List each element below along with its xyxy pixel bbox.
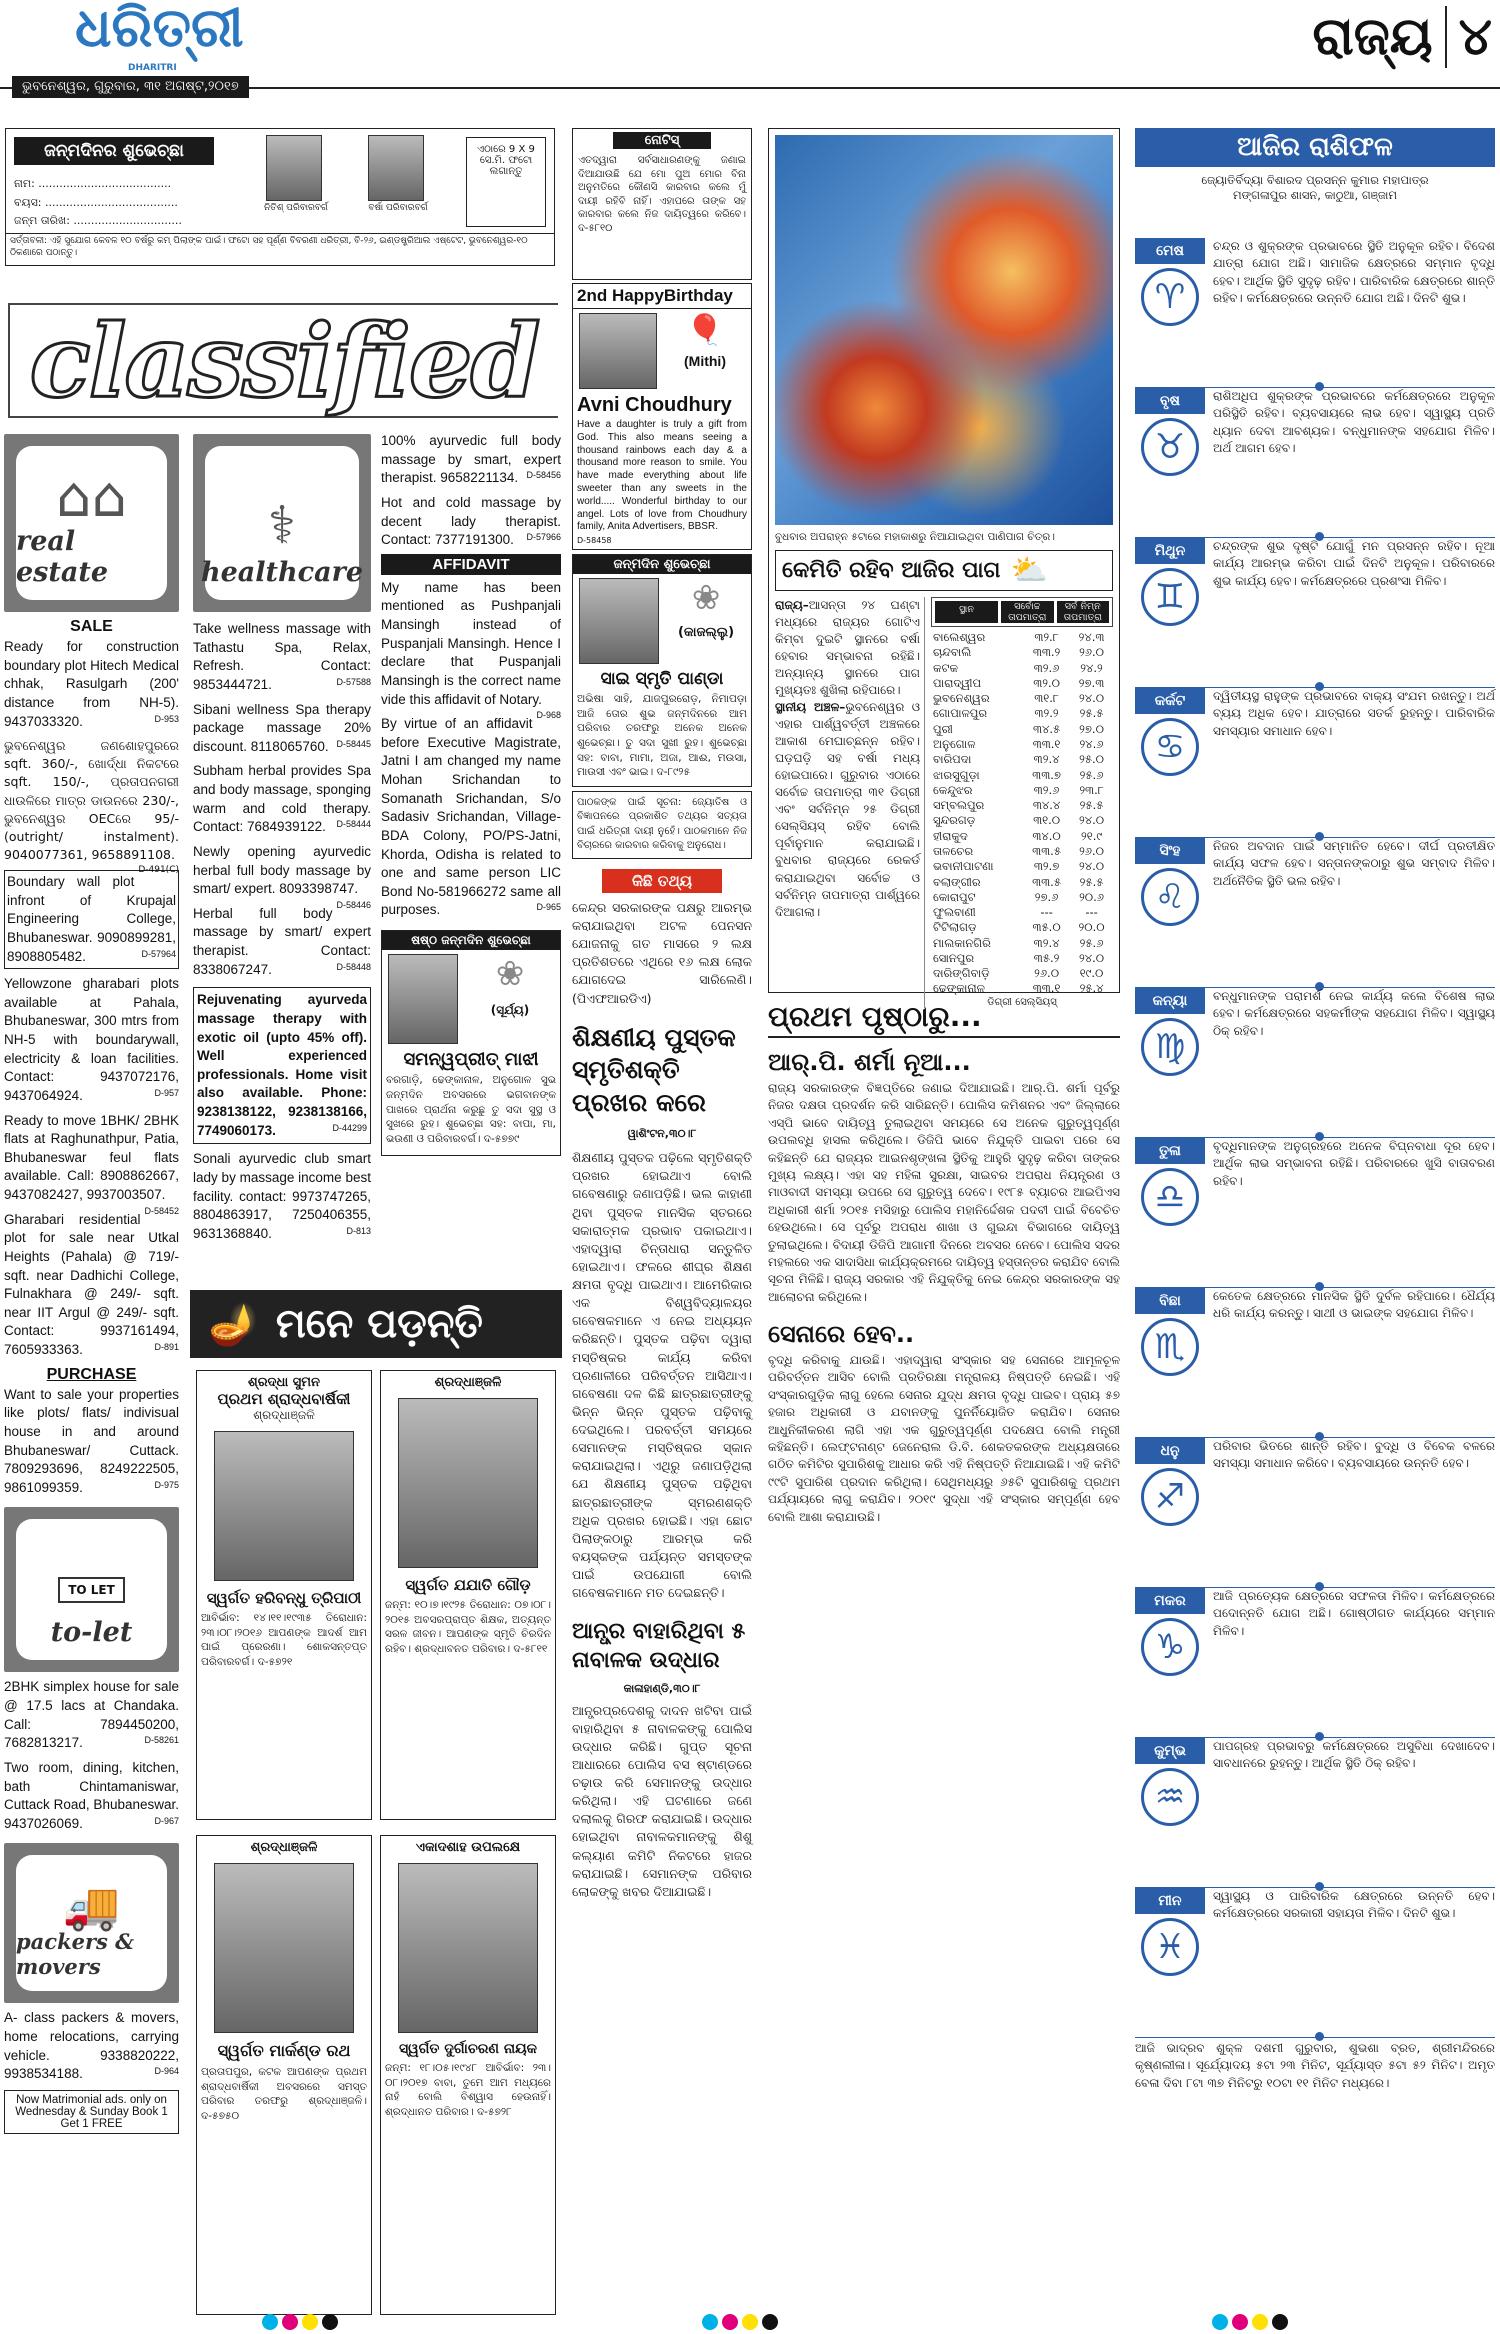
- temperature-row: [931, 875, 1113, 890]
- place: ସୋନପୁର: [933, 950, 975, 965]
- sign-name: ତୁଳା: [1135, 1138, 1205, 1164]
- place: ଦାରିଙ୍ଗିବାଡ଼ି: [933, 966, 990, 981]
- max-temp: ୩୨.୮: [1034, 630, 1059, 644]
- horoscope-scorpio: [1135, 1288, 1495, 1440]
- place: ଢେଙ୍କାନାଳ: [933, 981, 985, 996]
- form-footer: ସର୍ତ୍ତାବଳୀ: ଏହି ସୁଯୋଗ କେବଳ ୧୦ ବର୍ଷରୁ କମ୍ ପିଲାଙ୍କ ପାଇଁ। ଫଟୋ ସହ ପୂର୍ଣ୍ଣ ବିବରଣୀ ଧରିତ୍ରୀ, ବି-୨୬, ଇଣ୍ଡଷ୍ଟ୍ରିଆଲ ଏଷ୍ଟେଟ, ଭୁବନେଶ୍ୱର-୧୦ ଠିକଣାରେ ପଠାନ୍ତୁ।: [6, 233, 554, 265]
- article-headline: ଶିକ୍ଷଣୀୟ ପୁସ୍ତକ ସ୍ମୃତିଶକ୍ତି ପ୍ରଖର କରେ: [572, 1022, 736, 1117]
- max-temp: ୩୨.୨: [1034, 706, 1059, 721]
- max-temp: ୩୨.୦: [1033, 675, 1060, 690]
- real-estate-graphic: ⌂⌂ real estate: [4, 434, 179, 612]
- temperature-row: [931, 691, 1113, 706]
- classified-ad: By virtue of an affidavit before Executive Magistrate, Jatni I am changed my name Mohan Srichandan to Somanath Srichandan, S/o Sadasiv Srichandan, Village-BDA Colony, PO/PS-Jatni, Khorda, Odisha is related to one and same person LIC Bond No-581966272 same all purposes. D-965: [381, 716, 561, 918]
- temperature-row: [931, 905, 1113, 920]
- min-temp: ୨୪.୦: [1078, 813, 1105, 828]
- story-minors: ଆନ୍ଧ୍ର ବାହାରିଥିବା ୫ ନାବାଳକ ଉଦ୍ଧାର କାଳାହାଣ୍ଡି,୩୦।୮ ଆନ୍ଧ୍ରପ୍ରଦେଶକୁ ଦାଦନ ଖଟିବା ପାଇଁ ବାହାରିଥିବା ୫ ନାବାଳକଙ୍କୁ ପୋଲିସ ଉଦ୍ଧାର କରିଛି। ଗୁପ୍ତ ସୂଚନା ଆଧାରରେ ପୋଲିସ ବସ ଷ୍ଟାଣ୍ଡରେ ଚଢ଼ାଉ କରି ସେମାନଙ୍କୁ ଉଦ୍ଧାର କରିଥିଲା। ଏହି ଘଟଣାରେ ଜଣେ ଦଲାଲକୁ ଗିରଫ କରାଯାଇଛି। ଉଦ୍ଧାର ହୋଇଥିବା ନାବାଳକମାନଙ୍କୁ ଶିଶୁ କଲ୍ୟାଣ କମିଟି ନିକଟରେ ହାଜର କରାଯାଇଛି। ସେମାନଙ୍କ ପରିବାର ଲୋକଙ୍କୁ ଖବର ଦିଆଯାଇଛି।: [572, 1619, 752, 1899]
- max-temp: ୨୬.୦: [1034, 966, 1060, 981]
- temperature-row: [931, 844, 1113, 859]
- min-temp: ୨୬.୦: [1079, 843, 1104, 858]
- remembrance-title: ମନେ ପଡ଼ନ୍ତି: [275, 1301, 483, 1347]
- classified-ad: Hot and cold massage by decent lady therapist. Contact: 7377191300. D-57966: [381, 494, 561, 548]
- child-photo: [579, 313, 657, 389]
- photo-placeholder: ଏଠାରେ 9 X 9 ସେ.ମି. ଫଟୋ ଲଗାନ୍ତୁ: [466, 137, 546, 227]
- classified-ad: Ready to move 1BHK/ 2BHK flats at Raghunathpur, Patia, Bhubaneswar feul flats available. Call: 8908862667, 9437082427, 9937003507. D-58452: [4, 1112, 179, 1216]
- max-temp: ୩୩.୫: [1032, 874, 1062, 889]
- min-temp: ୨୪.୬: [1079, 736, 1104, 751]
- min-temp: ୨୫.୬: [1079, 767, 1104, 782]
- temperature-row: [931, 645, 1113, 660]
- horoscope-pisces: [1135, 1888, 1495, 2040]
- sign-text: ବୃଦ୍ଧିମାନଙ୍କ ଅନୁଗ୍ରହରେ ଅନେକ ବିଘ୍ନବାଧା ଦୂର ହେବ। ଆର୍ଥିକ ଲାଭ ସମ୍ଭାବନା ରହିଛି। ପରିବାରରେ ଖୁସି ବାତାବରଣ ରହିବ।: [1213, 1139, 1495, 1188]
- second-birthday-ad: 2nd HappyBirthday 🎈 (Mithi) Avni Choudhury Have a daughter is truly a gift from God. This also means seeing a thousand rainbows each day & a thousand more reason to smile. You have made everything about life sweeter than any sweets in the world..... Wonderful birthday to our angel. Lots of love from Choudhury family, Anita Advertisers, BBSR. D-58458: [572, 283, 752, 550]
- sign-text: ଚନ୍ଦ୍ର ଓ ଶୁକ୍ରଙ୍କ ପ୍ରଭାବରେ ସ୍ଥିତି ଅନୁକୂଳ ରହିବ। ବିଦେଶ ଯାତ୍ରା ଯୋଗ ଅଛି। ସାମାଜିକ କ୍ଷେତ୍ରରେ ସମ୍ମାନ ବୃଦ୍ଧି ହେବ। ଆର୍ଥିକ ସ୍ଥିତି ସୁଦୃଢ଼ ରହିବ। ପାରିବାରିକ କ୍ଷେତ୍ରରେ ଶାନ୍ତି ରହିବ। କର୍ମକ୍ଷେତ୍ରରେ ଉନ୍ନତି ଯୋଗ ଅଛି। ଦିନଟି ଶୁଭ।: [1213, 239, 1495, 306]
- page-number: ୪: [1445, 6, 1492, 68]
- horoscope-capricorn: [1135, 1588, 1495, 1740]
- age-field[interactable]: ବୟସ: ......................................: [14, 195, 178, 209]
- classified-ad: Two room, dining, kitchen, bath Chintamaniswar, Cuttack Road, Bhubaneswar. 9437026069. D-967: [4, 1759, 179, 1831]
- kid-photo: [368, 135, 424, 201]
- col-birthdays: [572, 283, 752, 1901]
- temperature-row: [931, 981, 1113, 996]
- col-healthcare: [193, 434, 371, 1243]
- temperature-table: ସ୍ଥାନ ସର୍ବୋଚ୍ଚ ତାପମାତ୍ରା ସର୍ବ ନିମ୍ନ ତାପମାତ୍ରା ବାଲେଶ୍ୱର ୩୨.୮ ୨୪.୩ ଚାନ୍ଦବାଲି ୩୩.୨ ୨୬.୦ କଟକ ୩୨.୬ ୨୪.୨ ପାରାଦ୍ୱୀପ ୩୨.୦ ୨୭.୩ ଭୁବନେଶ୍ୱର ୩୧.୮ ୨୪.୦ ଗୋପାଳପୁର ୩୨.୨ ୨୫.୫ ପୁରୀ ୩୪.୫ ୨୭.୦ ଅନୁଗୋଳ ୩୩.୧ ୨୪.୬ ବାରିପଦା ୩୨.୪ ୨୫.୦ ଝାରସୁଗୁଡ଼ା ୩୩.୭ ୨୫.୬ କେନ୍ଦୁଝର ୩୨.୬ ୨୩.୮ ସମ୍ବଲପୁର ୩୪.୪ ୨୫.୫ ସୁନ୍ଦରଗଡ଼ ୩୧.୦ ୨୪.୦ ହୀରାକୁଦ ୩୪.୦ ୨୧.୯ ତାଳଚେର ୩୩.୫ ୨୬.୦ ଭବାନୀପାଟଣା ୩୨.୭ ୨୪.୦ ବଲାଙ୍ଗୀର ୩୩.୫ ୨୫.୫ କୋରାପୁଟ ୨୭.୬ ୨୦.୬ ଫୁଲବାଣୀ --- --- ଟିଟିଲାଗଡ଼ ୩୫.୦ ୨୦.୦ ମାଲକାନଗିରି ୩୨.୪ ୨୫.୬ ସୋନପୁର ୩୫.୨ ୨୪.୦ ଦାରିଙ୍ଗିବାଡ଼ି ୨୬.୦ ୧୯.୦ ଢେଙ୍କାନାଳ ୩୩.୧ ୨୫.୪ ଡିଗ୍ରୀ ସେଲ୍‌ସିୟସ୍: [931, 597, 1113, 1008]
- min-temp: ୨୧.୯: [1080, 828, 1103, 843]
- min-temp: ୨୫.୦: [1079, 752, 1104, 767]
- reader-note: ପାଠକଙ୍କ ପାଇଁ ସୂଚନା: ଜ୍ୟୋତିଷ ଓ ବିଜ୍ଞାପନରେ ପ୍ରକାଶିତ ତଥ୍ୟର ସତ୍ୟତା ପାଇଁ ଧରିତ୍ରୀ ଦାୟୀ ନୁହେଁ। ପାଠକମାନେ ନିଜ ବିଚାରରେ କାରବାର କରିବାକୁ ଅନୁରୋଧ।: [572, 791, 752, 859]
- sign-name: ମିଥୁନ: [1135, 538, 1205, 564]
- min-temp: ୨୫.୫: [1079, 798, 1104, 813]
- max-temp: ୩୩.୧: [1032, 736, 1061, 751]
- place: ବଲାଙ୍ଗୀର: [933, 874, 981, 889]
- place: ଟିଟିଲାଗଡ଼: [933, 920, 977, 935]
- obituary: ଶ୍ରଦ୍ଧା ସୁମନ ପ୍ରଥମ ଶ୍ରାଦ୍ଧବାର୍ଷିକୀ ଶ୍ରଦ୍ଧାଞ୍ଜଳି ସ୍ୱର୍ଗତ ହରିବନ୍ଧୁ ତ୍ରିପାଠୀ ଆବିର୍ଭାବ: ୧୪।୧୧।୧୯୩୫ ତିରୋଧାନ: ୨୩।୦୮।୨୦୧୬ ଆପଣଙ୍କ ଆଦର୍ଶ ଆମ ପାଇଁ ପ୍ରେରଣା। ଶୋକସନ୍ତପ୍ତ ପରିବାରବର୍ଗ। ଦ-୫୭୨୧: [196, 1370, 372, 1820]
- obituary: ଏକାଦଶାହ ଉପଲକ୍ଷେ ସ୍ୱର୍ଗତ ଦୁର୍ଗାଚରଣ ନାୟକ ଜନ୍ମ: ୧୮।୦୫।୧୯୪୮ ଆବିର୍ଭାବ: ୨୩।୦୮।୨୦୧୭ ବାବା, ତୁମେ ଆମ ମଧ୍ୟରେ ନାହଁ ବୋଲି ବିଶ୍ୱାସ ହେଉନାହିଁ। ଶ୍ରଦ୍ଧାନତ ପରିବାର। ଦ-୫୭୨୮: [380, 1835, 556, 2315]
- sign-text: ଆଜି ପ୍ରତ୍ୟେକ କ୍ଷେତ୍ରରେ ସଫଳତା ମିଳିବ। କର୍ମକ୍ଷେତ୍ରରେ ପଦୋନ୍ନତି ଯୋଗ ଅଛି। ଗୋଷ୍ଠୀଗତ କାର୍ଯ୍ୟରେ ସମ୍ମାନ ମିଳିବ।: [1213, 1589, 1495, 1638]
- horoscope-libra: [1135, 1138, 1495, 1290]
- classified-ad: Sibani wellness Spa therapy package massage 20% discount. 8118065760. D-58445: [193, 701, 371, 754]
- temperature-row: [931, 936, 1113, 951]
- horoscope-aries: [1135, 238, 1495, 390]
- sign-name: କର୍କଟ: [1135, 688, 1205, 714]
- matrimonial-promo: Now Matrimonial ads. only on Wednesday & Sunday Book 1 Get 1 FREE: [4, 2090, 179, 2134]
- section-title: ରାଜ୍ୟ: [1312, 7, 1433, 67]
- classified-logo: classified: [8, 303, 558, 418]
- aries-icon: ♈: [1141, 268, 1199, 326]
- min-temp: ୨୪.୩: [1078, 630, 1105, 644]
- temperature-row: [931, 661, 1113, 676]
- min-temp: ୨୪.୦: [1078, 950, 1105, 965]
- to-let-sign-icon: TO LET: [58, 1577, 125, 1603]
- min-temp: ୨୭.୩: [1078, 675, 1105, 690]
- max-temp: ୩୨.୭: [1033, 859, 1060, 874]
- birthday-form: [5, 128, 555, 266]
- remembrance-section: [190, 1290, 562, 2322]
- temperature-row: [931, 798, 1113, 813]
- place: ଫୁଲବାଣୀ: [933, 905, 976, 920]
- registration-marks: [260, 2314, 340, 2334]
- sign-name: ମୀନ: [1135, 1888, 1205, 1914]
- lamp-icon: 🪔: [208, 1301, 258, 1348]
- place: ଗୋପାଳପୁର: [933, 706, 988, 721]
- horoscope-leo: [1135, 838, 1495, 990]
- temperature-row: [931, 890, 1113, 905]
- min-temp: ୨୦.୬: [1079, 889, 1104, 904]
- story-headline: ଆର୍.ପି. ଶର୍ମା ନୂଆ...: [768, 1048, 971, 1076]
- place: ଭବାନୀପାଟଣା: [933, 859, 994, 874]
- temperature-row: [931, 783, 1113, 798]
- max-temp: ---: [1040, 905, 1053, 920]
- flower-icon: ❀: [691, 577, 721, 618]
- child-name: ସାଇ ସ୍ମୃତି ପାଣ୍ଡା: [600, 668, 724, 689]
- birthday-form-title: ଜନ୍ମଦିନର ଶୁଭେଚ୍ଛା: [14, 137, 214, 165]
- logo-en: DHARITRI: [128, 63, 177, 73]
- max-temp: ୩୩.୭: [1032, 767, 1061, 782]
- place: ପାରାଦ୍ୱୀପ: [933, 675, 982, 690]
- child-photo: [388, 954, 458, 1044]
- max-temp: ୩୧.୦: [1033, 813, 1061, 828]
- notice-title: ନୋଟିସ୍: [613, 132, 711, 149]
- sign-text: ପରିବାର ଭିତରେ ଶାନ୍ତି ରହିବ। ବୁଦ୍ଧି ଓ ବିବେକ ବଳରେ ସମସ୍ୟା ସମାଧାନ କରିବେ। ବ୍ୟବସାୟରେ ଉନ୍ନତି ହେବ।: [1213, 1439, 1495, 1471]
- place: ସମ୍ବଲପୁର: [933, 798, 985, 813]
- kid-photo: [266, 135, 322, 201]
- sagittarius-icon: ♐: [1141, 1468, 1199, 1526]
- min-temp: ୨୫.୫: [1079, 874, 1104, 889]
- place: ବାରିପଦା: [933, 752, 972, 767]
- min-temp: ୨୦.୦: [1078, 920, 1105, 935]
- max-temp: ୩୪.୪: [1032, 798, 1061, 813]
- story-headline: ସେନାରେ ହେବ..: [768, 1320, 915, 1349]
- forecast-text: ରାଜ୍ୟ–ଆସନ୍ତା ୨୪ ଘଣ୍ଟା ମଧ୍ୟରେ ରାଜ୍ୟର ଗୋଟିଏ କିମ୍ବା ଦୁଇଟି ସ୍ଥାନରେ ବର୍ଷା ହେବାର ସମ୍ଭାବନା ରହିଛି। ଅନ୍ୟାନ୍ୟ ସ୍ଥାନରେ ପାଗ ମୁଖ୍ୟତଃ ଶୁଖିଲା ରହିପାରେ। ସ୍ଥାନୀୟ ଅଞ୍ଚଳ–ଭୁବନେଶ୍ୱର ଓ ଏହାର ପାର୍ଶ୍ୱବର୍ତ୍ତୀ ଅଞ୍ଚଳରେ ଆକାଶ ମେଘାଚ୍ଛନ୍ନ ରହିବ। ଘଡ଼ଘଡ଼ି ସହ ବର୍ଷା ମଧ୍ୟ ହୋଇପାରେ। ଗୁରୁବାର ଏଠାରେ ସର୍ବୋଚ୍ଚ ତାପମାତ୍ରା ୩୧ ଡିଗ୍ରୀ ଏବଂ ସର୍ବନିମ୍ନ ୨୫ ଡିଗ୍ରୀ ସେଲ୍‌ସିୟସ୍ ରହିବ ବୋଲି ପୂର୍ବାନୁମାନ କରାଯାଇଛି। ବୁଧବାର ରାଜ୍ୟରେ ରେକର୍ଡ କରାଯାଇଥିବା ସର୍ବୋଚ୍ଚ ଓ ସର୍ବନିମ୍ନ ତାପମାତ୍ରା ପାର୍ଶ୍ୱରେ ଦିଆଗଲା।: [775, 597, 925, 1008]
- classified-ad: Yellowzone gharabari plots available at Pahala, Bhubaneswar, 300 mtrs from NH-5 with boundarywall, electricity & loan facilities. Contact: 9437072176, 9437064924. D-957: [4, 976, 179, 1103]
- max-temp: ୩୨.୬: [1033, 782, 1060, 797]
- place: ଚାନ୍ଦବାଲି: [933, 645, 972, 660]
- portrait-photo: [398, 1863, 538, 2033]
- sign-name: କନ୍ୟା: [1135, 988, 1205, 1014]
- leo-icon: ♌: [1141, 868, 1199, 926]
- max-temp: ୩୧.୮: [1034, 691, 1059, 706]
- classified-ad: 2BHK simplex house for sale @ 17.5 lacs at Chandaka. Call: 7894450200, 7682813217. D-58261: [4, 1679, 179, 1751]
- max-temp: ୩୨.୪: [1033, 752, 1060, 767]
- registration-marks: [1210, 2314, 1290, 2334]
- classified-ad: A- class packers & movers, home relocations, carrying vehicle. 9338820222, 9938534188. D-964: [4, 2010, 179, 2082]
- portrait-photo: [214, 1431, 354, 1581]
- place: ଭୁବନେଶ୍ୱର: [933, 691, 990, 706]
- max-temp: ୩୨.୪: [1033, 935, 1060, 950]
- weather-title: କେମିତି ରହିବ ଆଜିର ପାଗ: [782, 558, 1001, 583]
- temperature-row: [931, 813, 1113, 828]
- satellite-image: [775, 135, 1113, 525]
- sign-text: ପାପଗ୍ରହ ପ୍ରଭାବରୁ କର୍ମକ୍ଷେତ୍ରରେ ଅସୁବିଧା ଦେଖାଦେବ। ସାବଧାନରେ ରୁହନ୍ତୁ। ଆର୍ଥିକ ସ୍ଥିତି ଠିକ୍ ରହିବ।: [1213, 1739, 1495, 1771]
- kid-caption: ନିତିଶ୍ ପରିବାରବର୍ଗ: [264, 203, 328, 213]
- sign-text: ଚନ୍ଦ୍ରଙ୍କ ଶୁଭ ଦୃଷ୍ଟି ଯୋଗୁଁ ମନ ପ୍ରସନ୍ନ ରହିବ। ନୂଆ କାର୍ଯ୍ୟ ଆରମ୍ଭ କରିବା ପାଇଁ ଦିନଟି ଅନୁକୂଳ। ପରିବାରରେ ଶୁଭ କାର୍ଯ୍ୟ ହେବ। କର୍ମକ୍ଷେତ୍ରରେ ପ୍ରଶଂସା ମିଳିବ।: [1213, 539, 1495, 588]
- classified-ad: Subham herbal provides Spa and body massage, sponging warm and cold therapy. Contact: 7684939122. D-58444: [193, 763, 371, 835]
- truck-icon: 🚚: [62, 1879, 121, 1934]
- purchase-heading: PURCHASE: [46, 1365, 137, 1383]
- classified-ad: My name has been mentioned as Pushpanjali Mansingh instead of Puspanjali Mansingh. Hence I declare that Puspanjali Mansingh is the correct name vide this affidavit of Notary. D-968: [381, 579, 561, 721]
- min-temp: ୨୫.୬: [1079, 935, 1104, 950]
- child-name: ସମନ୍ୱପ୍ରୀତ୍ ମାଝୀ: [403, 1049, 539, 1070]
- notice-text: ଏତଦ୍ୱାରା ସର୍ବସାଧାରଣଙ୍କୁ ଜଣାଇ ଦିଆଯାଉଛି ଯେ ମୋ ପୁଅ ମୋର ବିନା ଅନୁମତିରେ କୌଣସି କାରବାର କଲେ ମୁଁ ଦାୟୀ ରହିବି ନାହିଁ। ଏହାପରେ ତାଙ୍କ ସହ କାରବାର କଲେ ନିଜ ଦାୟିତ୍ୱରେ କରିବେ। ଦ-୫୮୧୦: [578, 155, 746, 234]
- place: ଅନୁଗୋଳ: [933, 736, 976, 751]
- max-temp: ୩୨.୬: [1033, 660, 1060, 675]
- story-headline: ଆନ୍ଧ୍ର ବାହାରିଥିବା ୫ ନାବାଳକ ଉଦ୍ଧାର: [572, 1619, 746, 1673]
- min-temp: ୨୩.୮: [1079, 782, 1104, 797]
- min-temp: ୨୬.୦: [1079, 645, 1104, 660]
- sign-name: ଧନୁ: [1135, 1438, 1205, 1464]
- packers-graphic: 🚚 packers & movers: [4, 1843, 179, 2003]
- kid-caption: ବର୍ଷା ପରିବାରବର୍ଗ: [368, 203, 428, 213]
- masthead: [0, 0, 1500, 100]
- obituary: ଶ୍ରଦ୍ଧାଞ୍ଜଳି ସ୍ୱର୍ଗତ ମାର୍କଣ୍ଡ ରଥ ପ୍ରତାପପୁର, କଟକ ଆପଣଙ୍କ ପ୍ରଥମ ଶ୍ରାଦ୍ଧବାର୍ଷିକୀ ଅବସରରେ ସମସ୍ତ ପରିବାର ତରଫରୁ ଶ୍ରଦ୍ଧାଞ୍ଜଳି। ଦ-୫୭୫୦: [196, 1835, 372, 2315]
- temperature-row: [931, 630, 1113, 645]
- portrait-photo: [214, 1863, 354, 2033]
- place: ପୁରୀ: [933, 721, 953, 736]
- birthday-ad-2: ଜନ୍ମଦିନ ଶୁଭେଚ୍ଛା ❀ (କାଜଲ୍ଲୁ) ସାଇ ସ୍ମୃତି ପାଣ୍ଡା ଅଭିଷା ସାହି, ଯାଜପୁରରୋଡ଼, ନିମାପଡ଼ା ଆଜି ତୋର ଶୁଭ ଜନ୍ମଦିନରେ ଆମ ପରିବାର ତରଫରୁ ଅନେକ ଅନେକ ଶୁଭେଚ୍ଛା। ତୁ ସଦା ସୁଖୀ ରୁହ। ଶୁଭେଚ୍ଛା ସହ: ବାବା, ମାମା, ଅଜା, ଆଈ, ମଉସା, ମାଉସୀ ଏବଂ ଭାଇ। ଦ-୮୯୨୫: [572, 554, 752, 787]
- min-temp: ---: [1085, 905, 1098, 920]
- divider: [1135, 2037, 1495, 2038]
- classified-ad: 100% ayurvedic full body massage by smart, expert therapist. 9658221134. D-58456: [381, 433, 561, 486]
- place: ହୀରାକୁଦ: [933, 828, 968, 843]
- facts-box: କିଛି ତଥ୍ୟ କେନ୍ଦ୍ର ସରକାରଙ୍କ ପକ୍ଷରୁ ଆରମ୍ଭ କରାଯାଇଥିବା ଅଟଳ ପେନସନ ଯୋଜନାକୁ ଗତ ମାସରେ ୨ ଲକ୍ଷ ପ୍ରତିଶତରେ ଏଥିରେ ୧୬ ଲକ୍ଷ ଲୋକ ଯୋଗଦେଇ ସାରିଲେଣି। (ପିଏଫଆରଡିଏ): [572, 869, 752, 1008]
- sign-text: ନିଜର ଅବଦାନ ପାଇଁ ସମ୍ମାନିତ ହେବେ। ଦୀର୍ଘ ପ୍ରତୀକ୍ଷିତ କାର୍ଯ୍ୟ ସଫଳ ହେବ। ସନ୍ତାନଙ୍କଠାରୁ ଶୁଭ ସମ୍ବାଦ ମିଳିବ। ଅର୍ଥନୈତିକ ସ୍ଥିତି ଭଲ ରହିବ।: [1213, 839, 1495, 888]
- col-affidavit: [381, 432, 561, 1156]
- classified-ad: Gharabari residential plot for sale near Utkal Heights (Pahala) @ 719/- sqft. near Dadhichi College, Fulnakhara @ 249/- sqft. near IIT Argul @ 249/- sqft. Contact: 9937161494, 7605933363. D-891: [4, 1211, 179, 1357]
- registration-marks: [700, 2314, 780, 2334]
- portrait-photo: [398, 1398, 538, 1568]
- temperature-row: [931, 859, 1113, 874]
- max-temp: ୩୩.୫: [1032, 843, 1062, 858]
- name-field[interactable]: ନାମ: ......................................: [14, 177, 172, 190]
- min-temp: ୨୪.୦: [1078, 691, 1105, 706]
- min-temp: ୨୭.୦: [1079, 721, 1104, 736]
- temperature-row: [931, 752, 1113, 767]
- obituary: ଶ୍ରଦ୍ଧାଞ୍ଜଳି ସ୍ୱର୍ଗତ ଯଯାତି ଗୌଡ଼ ଜନ୍ମ: ୧୦।୭।୧୯୨୫ ତିରୋଧାନ: ୦୭।୦୮।୨୦୧୫ ଅବସରପ୍ରାପ୍ତ ଶିକ୍ଷକ, ଅତ୍ୟନ୍ତ ସରଳ ଜୀବନ। ଆପଣଙ୍କ ସ୍ମୃତି ଚିରଦିନ ରହିବ। ଶ୍ରଦ୍ଧାବନତ ପରିବାର। ଦ-୫୮୧୧: [380, 1370, 556, 1820]
- temperature-row: [931, 722, 1113, 737]
- stethoscope-icon: ⚕: [267, 495, 297, 556]
- place: ଝାରସୁଗୁଡ଼ା: [933, 767, 980, 782]
- min-temp: ୨୫.୫: [1079, 706, 1104, 721]
- place: କଟକ: [933, 660, 958, 675]
- temperature-row: [931, 829, 1113, 844]
- min-temp: ୨୪.୨: [1080, 660, 1103, 675]
- dateline: ଭୁବନେଶ୍ୱର, ଗୁରୁବାର, ୩୧ ଅଗଷ୍ଟ,୨୦୧୭: [12, 76, 249, 98]
- gemini-icon: ♊: [1141, 568, 1199, 626]
- horoscope-section: ଆଜିର ରାଶିଫଳ ଜ୍ୟୋତିର୍ବିଦ୍ୟା ବିଶାରଦ ପ୍ରସନ୍ନ କୁମାର ମହାପାତ୍ର ମଙ୍ଗଳାପୁର ଶାସନ, କାଠୁଆ, ଗଞ୍ଜାମ: [1135, 128, 1495, 203]
- classified-ad: Boundary wall plot infront of Krupajal Engineering College, Bhubaneswar. 9090899281, 8908805482. D-57964: [4, 870, 179, 969]
- max-temp: ୩୪.୦: [1032, 828, 1061, 843]
- satellite-caption: ବୁଧବାର ଅପରାହ୍ନ ୫ଟାରେ ମହାକାଶରୁ ନିଆଯାଇଥିବା ପାଣିପାଗ ଚିତ୍ର।: [775, 531, 1055, 543]
- taurus-icon: ♉: [1141, 418, 1199, 476]
- to-let-graphic: TO LET to-let: [4, 1507, 179, 1672]
- temperature-row: [931, 676, 1113, 691]
- sale-heading: SALE: [70, 618, 113, 635]
- place: ମାଲକାନଗିରି: [933, 935, 991, 950]
- article-books: ଶିକ୍ଷଣୀୟ ପୁସ୍ତକ ସ୍ମୃତିଶକ୍ତି ପ୍ରଖର କରେ ୱାଶିଂଟନ,୩୦।୮ ଶିକ୍ଷଣୀୟ ପୁସ୍ତକ ପଢ଼ିଲେ ସ୍ମୃତିଶକ୍ତି ପ୍ରଖର ହୋଇଥାଏ ବୋଲି ଗବେଷଣାରୁ ଜଣାପଡ଼ିଛି। ଭଲ କାହାଣୀ ଥିବା ପୁସ୍ତକ ମାନସିକ ସ୍ତରରେ ସକାରାତ୍ମକ ପ୍ରଭାବ ପକାଇଥାଏ। ଏହାଦ୍ୱାରା ଚିନ୍ତାଧାରା ସନ୍ତୁଳିତ ହୋଇଥାଏ। ଫଳରେ ଶୀଘ୍ର ଶିକ୍ଷଣ କ୍ଷମତା ବୃଦ୍ଧି ପାଇଥାଏ। ଆମେରିକାର ଏକ ବିଶ୍ୱବିଦ୍ୟାଳୟର ଗବେଷକମାନେ ଏ ନେଇ ଅଧ୍ୟୟନ କରିଛନ୍ତି। ପୁସ୍ତକ ପଢ଼ିବା ଦ୍ୱାରା ମସ୍ତିଷ୍କର କାର୍ଯ୍ୟ କରିବା ପ୍ରଣାଳୀରେ ପରିବର୍ତ୍ତନ ଆସିଥାଏ। ଗବେଷଣା ଦଳ କିଛି ଛାତ୍ରଛାତ୍ରୀଙ୍କୁ ଭିନ୍ନ ଭିନ୍ନ ପୁସ୍ତକ ପଢ଼ିବାକୁ ଦେଇଥିଲେ। ପରବର୍ତ୍ତୀ ସମୟରେ ସେମାନଙ୍କ ମସ୍ତିଷ୍କର ସ୍କାନ କରାଯାଇଥିଲା। ଏଥିରୁ ଜଣାପଡ଼ିଥିଲା ଯେ ଶିକ୍ଷଣୀୟ ପୁସ୍ତକ ପଢ଼ିଥିବା ଛାତ୍ରଛାତ୍ରୀଙ୍କ ସ୍ମରଣଶକ୍ତି ଅଧିକ ପ୍ରଖର ହୋଇଛି। ଏହା ଛୋଟ ପିଲାଙ୍କଠାରୁ ଆରମ୍ଭ କରି ବୟସ୍କଙ୍କ ପର୍ଯ୍ୟନ୍ତ ସମସ୍ତଙ୍କ ପାଇଁ ଉପଯୋଗୀ ବୋଲି ଗବେଷକମାନେ ମତ ଦେଇଛନ୍ତି।: [572, 1022, 752, 1601]
- place: କୋରାପୁଟ: [933, 889, 976, 904]
- affidavit-heading: AFFIDAVIT: [381, 554, 561, 575]
- temperature-row: [931, 951, 1113, 966]
- horoscope-taurus: [1135, 388, 1495, 540]
- sign-text: ବନ୍ଧୁମାନଙ୍କ ପରାମର୍ଶ ନେଇ କାର୍ଯ୍ୟ କଲେ ବିଶେଷ ଲାଭ ହେବ। କର୍ମକ୍ଷେତ୍ରରେ ସହକର୍ମୀଙ୍କ ସହଯୋଗ ମିଳିବ। ସ୍ୱାସ୍ଥ୍ୟ ଠିକ୍ ରହିବ।: [1213, 989, 1495, 1038]
- place: ସୁନ୍ଦରଗଡ଼: [933, 813, 976, 828]
- cancer-icon: ♋: [1141, 718, 1199, 776]
- min-temp: ୧୯.୦: [1079, 966, 1104, 981]
- aquarius-icon: ♒: [1141, 1768, 1199, 1826]
- child-photo: [579, 578, 659, 664]
- sign-name: ସିଂହ: [1135, 838, 1205, 864]
- boxed-ad: Rejuvenating ayurveda massage therapy with exotic oil (upto 45% off). Well experienced professionals. Home visit also available. Phone: 9238138122, 9238138166, 7749060173. D-44299: [193, 987, 371, 1144]
- temperature-row: [931, 706, 1113, 721]
- horoscope-sagittarius: [1135, 1438, 1495, 1590]
- classified-ad: Newly opening ayurvedic herbal full body massage by smart/ expert. 8093398747. D-58446: [193, 843, 371, 910]
- houses-icon: ⌂⌂: [55, 465, 128, 530]
- place: କେନ୍ଦୁଝର: [933, 782, 973, 797]
- classified-ad: Sonali ayurvedic club smart lady by massage income best facility. contact: 9973747265, 8804863917, 7250406355, 9631368840. D-813: [193, 1151, 371, 1241]
- front-page-section: ପ୍ରଥମ ପୃଷ୍ଠାରୁ... ଆର୍.ପି. ଶର୍ମା ନୂଆ... ରାଜ୍ୟ ସରକାରଙ୍କ ବିଜ୍ଞପ୍ତିରେ ଜଣାଇ ଦିଆଯାଇଛି। ଆର୍.ପି. ଶର୍ମା ପୂର୍ବରୁ ନିଜର ଦକ୍ଷତା ପ୍ରଦର୍ଶନ କରି ସାରିଛନ୍ତି। ପୋଲିସ କମିଶନର ଏବଂ ଜିଲ୍ଲାରେ ଏସ୍‌ପି ଭାବେ ଦାୟିତ୍ୱ ତୁଲାଇଥିବା ସମୟରେ ସେ ଅନେକ ଗୁରୁତ୍ୱପୂର୍ଣ୍ଣ ଉପଲବ୍ଧି ହାସଲ କରିଥିଲେ। ଡିଜିପି ଭାବେ ନିଯୁକ୍ତି ପାଇବା ପରେ ସେ କହିଛନ୍ତି ଯେ ରାଜ୍ୟର ଆଇନଶୃଙ୍ଖଳା ସ୍ଥିତିକୁ ଆହୁରି ସୁଦୃଢ଼ କରିବା ତାଙ୍କର ମୁଖ୍ୟ ଲକ୍ଷ୍ୟ। ଏହା ସହ ମହିଳା ସୁରକ୍ଷା, ସାଇବର ଅପରାଧ ନିୟନ୍ତ୍ରଣ ଓ ମାଓବାଦୀ ସମସ୍ୟା ଉପରେ ସେ ଗୁରୁତ୍ୱ ଦେବେ। ୧୯୮୫ ବ୍ୟାଚର ଆଇପିଏସ ଅଧିକାରୀ ଶର୍ମା ୨୦୧୫ ମସିହାରୁ ପୋଲିସ ମହାନିର୍ଦ୍ଦେଶକ ପଦବୀ ପାଇଁ ବିବେଚିତ ହେଉଥିଲେ। ସେ ପୂର୍ବରୁ ଅପରାଧ ଶାଖା ଓ ଗୁଇନ୍ଦା ବିଭାଗରେ ଦାୟିତ୍ୱ ତୁଲାଇଥିଲେ। ବିଦାୟୀ ଡିଜିପି ଆଗାମୀ ଦିନରେ ଅବସର ନେବେ। ପୋଲିସ ସଦର ମହଲରେ ଏକ ସାଦାସିଧା କାର୍ଯ୍ୟକ୍ରମରେ ଦାୟିତ୍ୱ ହସ୍ତାନ୍ତର କରାଯିବ ବୋଲି ସୂଚନା ମିଳିଛି। ରାଜ୍ୟ ସରକାର ଏହି ନିଯୁକ୍ତିକୁ ନେଇ କେନ୍ଦ୍ର ସରକାରଙ୍କ ସହ ଆଲୋଚନା କରିଥିଲେ। ସେନାରେ ହେବ.. ବୃଦ୍ଧି କରିବାକୁ ଯାଉଛି। ଏହାଦ୍ୱାରା ସଂସ୍କାର ସହ ସେନାରେ ଆମୂଳଚୂଳ ପରିବର୍ତ୍ତନ ଆସିବ ବୋଲି ପ୍ରତିରକ୍ଷା ମନ୍ତ୍ରାଳୟ ନିଷ୍ପତ୍ତି ନେଇଛି। ଏହି ସଂସ୍କାରଗୁଡ଼ିକ ଲାଗୁ ହେଲେ ସେନାର ଯୁଦ୍ଧ କ୍ଷମତା ବୃଦ୍ଧି ପାଇବ। ପ୍ରାୟ ୫୭ ହଜାର ଅଧିକାରୀ ଓ ଯବାନଙ୍କୁ ପୁନର୍ନିୟୋଜିତ କରାଯିବ। ସେନାର ଆଧୁନିକୀକରଣ ଲାଗି ଏହା ଏକ ଗୁରୁତ୍ୱପୂର୍ଣ୍ଣ ପଦକ୍ଷେପ ବୋଲି ମନ୍ତ୍ରୀ କହିଛନ୍ତି। ଲେଫ୍‌ଟନାଣ୍ଟ ଜେନେରାଲ ଡି.ବି. ଶେକତକରଙ୍କ ଅଧ୍ୟକ୍ଷତାରେ ଗଠିତ କମିଟିର ସୁପାରିଶକୁ ଆଧାର କରି ଏହି ନିଷ୍ପତ୍ତି ନିଆଯାଇଛି। ଏହି କମିଟି ୯୯ଟି ସୁପାରିଶ ପ୍ରଦାନ କରିଥିଲା। ସେଥିମଧ୍ୟରୁ ୬୫ଟି ସୁପାରିଶକୁ ପ୍ରଥମ ପର୍ଯ୍ୟାୟରେ ଲାଗୁ କରାଯିବ। ୨୦୧୯ ସୁଦ୍ଧା ଏହି ସଂସ୍କାର ସମ୍ପୂର୍ଣ୍ଣ ହେବ ବୋଲି ଆଶା କରାଯାଉଛି।: [768, 1000, 1120, 1524]
- dob-field[interactable]: ଜନ୍ମ ତାରିଖ: ...............................: [14, 214, 182, 228]
- pisces-icon: ♓: [1141, 1918, 1199, 1976]
- classified-ad: Take wellness massage with Tathastu Spa, Relax, Refresh. Contact: 9853444721. D-57588: [193, 621, 371, 692]
- classified-ad: Herbal full body massage by smart/ expert therapist. Contact: 8338067247. D-58448: [193, 905, 371, 977]
- min-temp: ୨୫.୪: [1079, 981, 1104, 996]
- horoscope-gemini: [1135, 538, 1495, 690]
- col-real-estate: [4, 434, 179, 2134]
- classified-ad: Ready for construction boundary plot Hitech Medical chhak, Rasulgarh (200' distance from NH-5). 9437033320. D-953: [4, 639, 179, 729]
- max-temp: ୩୩.୧: [1032, 981, 1061, 996]
- almanac-text: ଆଜି ଭାଦ୍ରବ ଶୁକ୍ଳ ଦଶମୀ ଗୁରୁବାର, ଶୁଭଶା ବ୍ରତ, ଶ୍ରୀମନ୍ଦିରରେ କୃଷ୍ଣଲୀଳା। ସୂର୍ଯ୍ୟୋଦୟ ୫ଟା ୨୩ ମିନିଟ, ସୂର୍ଯ୍ୟାସ୍ତ ୫ଟା ୫୨ ମିନିଟ। ଅମୃତ ବେଳା ଦିବା ୮ଟା ୩୭ ମିନିଟରୁ ୧୦ଟା ୧୧ ମିନିଟ ମଧ୍ୟରେ।: [1135, 2041, 1495, 2090]
- sign-name: ମକର: [1135, 1588, 1205, 1614]
- sixth-birthday-ad: ଷଷ୍ଠ ଜନ୍ମଦିନ ଶୁଭେଚ୍ଛା ❀ (ସୂର୍ଯ୍ୟ) ସମନ୍ୱପ୍ରୀତ୍ ମାଝୀ ବରଗାଡ଼ି, ଢେଙ୍କାନାଳ, ଅନୁଗୋଳ ସୁଭ ଜନ୍ମଦିନ ଅବସରରେ ଭଗବାନଙ୍କ ପାଖରେ ପ୍ରାର୍ଥନା କରୁଛୁ ତୁ ସଦା ସୁସ୍ଥ ଓ ସୁଖରେ ରୁହ। ଶୁଭେଚ୍ଛା ସହ: ବାପା, ମା, ଭଉଣୀ ଓ ପରିବାରବର୍ଗ। ଦ-୫୭୭୯: [381, 930, 561, 1156]
- max-temp: ୨୭.୬: [1034, 889, 1059, 904]
- place: ବାଲେଶ୍ୱର: [933, 630, 986, 644]
- min-temp: ୨୪.୦: [1078, 859, 1105, 874]
- temperature-row: [931, 966, 1113, 981]
- sign-name: କୁମ୍ଭ: [1135, 1738, 1205, 1764]
- scorpio-icon: ♏: [1141, 1318, 1199, 1376]
- weather-section: [768, 128, 1120, 1008]
- max-temp: ୩୫.୨: [1033, 950, 1060, 965]
- sign-text: ସ୍ୱାସ୍ଥ୍ୟ ଓ ପାରିବାରିକ କ୍ଷେତ୍ରରେ ଉନ୍ନତି ହେବ। କର୍ମକ୍ଷେତ୍ରରେ ସରକାରୀ ସହାୟତା ମିଳିବ। ଦିନଟି ଶୁଭ।: [1213, 1889, 1495, 1921]
- horoscope-cancer: [1135, 688, 1495, 840]
- sign-text: କେତେକ କ୍ଷେତ୍ରରେ ମାନସିକ ସ୍ଥିତି ଦୁର୍ବଳ ରହିପାରେ। ଧୈର୍ଯ୍ୟ ଧରି କାର୍ଯ୍ୟ କରନ୍ତୁ। ସାଥୀ ଓ ଭାଇଙ୍କ ସହଯୋଗ ମିଳିବ।: [1213, 1289, 1495, 1321]
- temperature-row: [931, 768, 1113, 783]
- balloons-icon: 🎈: [686, 313, 724, 348]
- logo: ଧରିତ୍ରୀ: [75, 0, 244, 59]
- capricorn-icon: ♑: [1141, 1618, 1199, 1676]
- section-header: [1302, 6, 1492, 68]
- max-temp: ୩୪.୫: [1032, 721, 1061, 736]
- sign-text: ଦ୍ୱିତୀୟସ୍ଥ ରାହୁଙ୍କ ପ୍ରଭାବରେ ବାକ୍ୟ ସଂଯମ ରଖନ୍ତୁ। ଅର୍ଥ ବ୍ୟୟ ଅଧିକ ହେବ। ଯାତ୍ରାରେ ସତର୍କ ରୁହନ୍ତୁ। ପାରିବାରିକ ସମସ୍ୟାର ସମାଧାନ ହେବ।: [1213, 689, 1495, 738]
- classified-ad: Want to sale your properties like plots/ flats/ indivisual house in and around Bhubaneswar/ Cuttack. 7809293696, 8249222505, 9861099359. D-975: [4, 1386, 179, 1495]
- horoscope-title: ଆଜିର ରାଶିଫଳ: [1135, 128, 1495, 167]
- temperature-row: [931, 737, 1113, 752]
- place: ତାଳଚେର: [933, 843, 974, 858]
- child-name: Avni Choudhury: [577, 394, 732, 416]
- max-temp: ୩୩.୨: [1032, 645, 1061, 660]
- libra-icon: ♎: [1141, 1168, 1199, 1226]
- horoscope-virgo: [1135, 988, 1495, 1140]
- sign-name: ବୃଷ: [1135, 388, 1205, 414]
- max-temp: ୩୫.୦: [1032, 920, 1061, 935]
- sun-cloud-icon: ⛅: [1010, 553, 1048, 588]
- notice: [572, 128, 752, 280]
- virgo-icon: ♍: [1141, 1018, 1199, 1076]
- sign-name: ମେଷ: [1135, 238, 1205, 264]
- section-heading: ପ୍ରଥମ ପୃଷ୍ଠାରୁ...: [768, 1000, 1120, 1038]
- flower-icon: ❀: [495, 954, 525, 994]
- healthcare-graphic: ⚕ healthcare: [193, 434, 371, 612]
- sign-text: ରାଶିଅଧିପ ଶୁକ୍ରଙ୍କ ପ୍ରଭାବରେ କର୍ମକ୍ଷେତ୍ରରେ ଅନୁକୂଳ ପରିସ୍ଥିତି ରହିବ। ବ୍ୟବସାୟରେ ଲାଭ ହେବ। ସ୍ୱାସ୍ଥ୍ୟ ପ୍ରତି ଧ୍ୟାନ ଦେବା ଆବଶ୍ୟକ। ବନ୍ଧୁମାନଙ୍କ ସହଯୋଗ ମିଳିବ। ଅର୍ଥ ଆଗମ ହେବ।: [1213, 389, 1495, 456]
- horoscope-aquarius: [1135, 1738, 1495, 1890]
- temperature-row: [931, 920, 1113, 935]
- sign-name: ବିଛା: [1135, 1288, 1205, 1314]
- classified-ad: ଭୁବନେଶ୍ୱର ଜଣଶୋହପୁରରେ sqft. 360/-, ଖୋର୍ଦ୍ଧା ନିକଟରେ sqft. 150/-, ପ୍ରତାପନଗରୀ ଧାଉଳିରେ ମାତ୍ର ଡାଉନରେ 230/-, ଭୁବନେଶ୍ୱର OECରେ 95/- (outright/ instalment). 9040077361, 9658891108. D-491(C): [4, 738, 179, 875]
